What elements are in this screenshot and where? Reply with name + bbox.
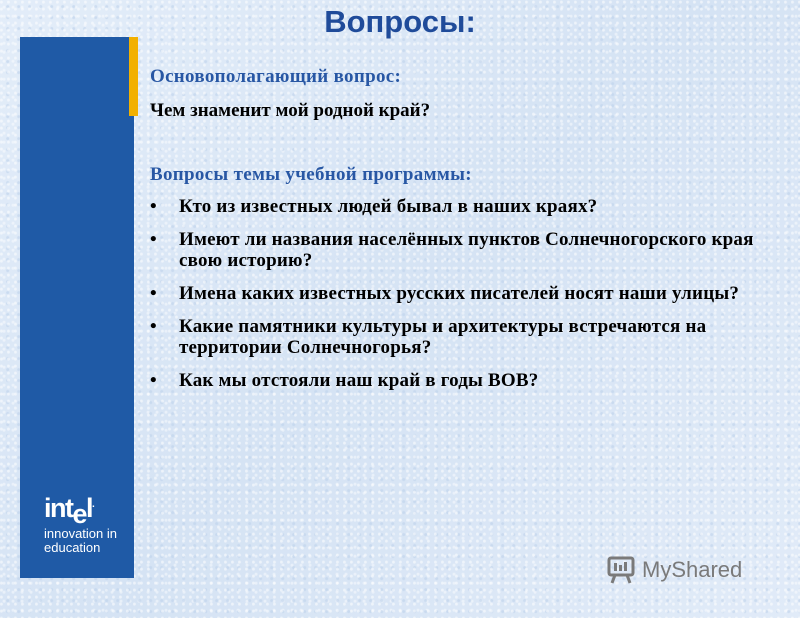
presentation-board-icon bbox=[606, 555, 636, 585]
list-item: • Кто из известных людей бывал в наших краях? bbox=[150, 196, 770, 217]
unit-questions-list bbox=[150, 196, 770, 391]
slide-content bbox=[150, 66, 770, 403]
essential-question: Чем знаменит мой родной край? bbox=[150, 100, 431, 121]
essential-question-heading: Основополагающий вопрос: bbox=[150, 66, 402, 87]
logo-tagline: innovation in education bbox=[44, 526, 117, 555]
list-item: • Какие памятники культуры и архитектуры встречаются на территории Солнечногорья? bbox=[150, 316, 770, 358]
unit-questions-heading: Вопросы темы учебной программы: bbox=[150, 164, 472, 185]
slide-title: Вопросы: bbox=[324, 4, 476, 39]
list-item: • Имеют ли названия населённых пунктов Солнечногорского края свою историю? bbox=[150, 229, 770, 271]
watermark-text: MyShared bbox=[642, 557, 743, 582]
logo-word: intel. bbox=[44, 493, 94, 529]
list-item: • Как мы отстояли наш край в годы ВОВ? bbox=[150, 370, 770, 391]
accent-bar bbox=[129, 37, 138, 116]
intel-logo bbox=[44, 490, 124, 555]
list-item: • Имена каких известных русских писателей носят наши улицы? bbox=[150, 283, 770, 304]
watermark bbox=[606, 554, 742, 586]
